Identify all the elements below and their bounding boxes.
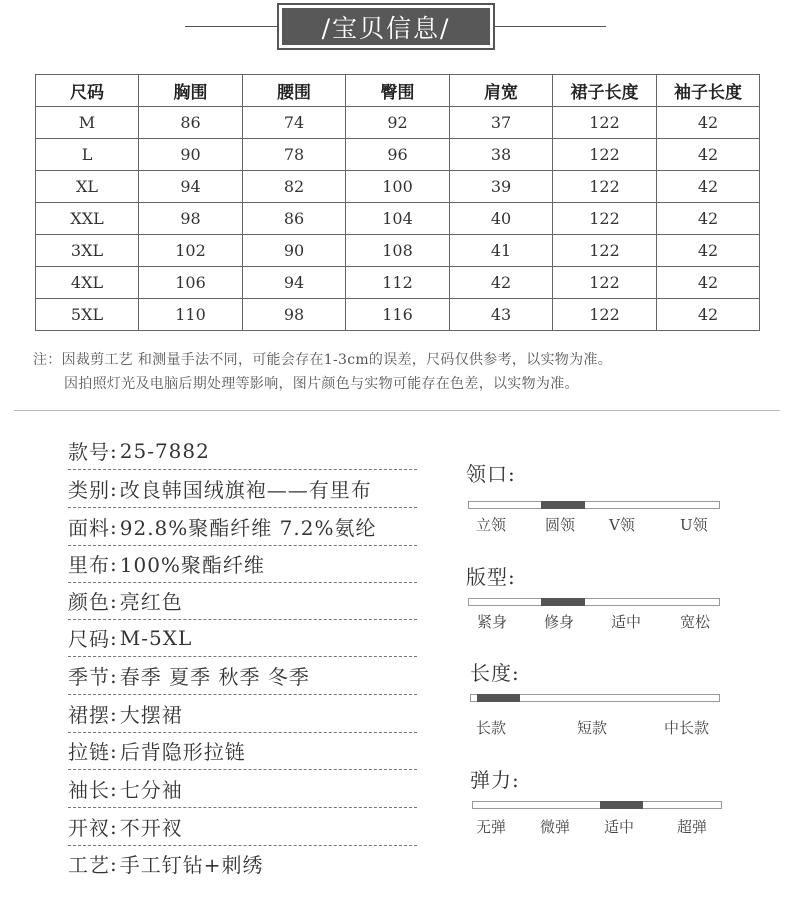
table-cell: 122 [553,203,657,235]
fit-option: 紧身 [477,613,508,631]
table-cell: 112 [346,267,450,299]
table-row [36,203,760,235]
detail-row-lining: 里布 : 100%聚酯纤维 [68,545,417,583]
detail-label: 款号 [68,440,110,464]
detail-label: 颜色 [68,590,110,614]
col-header-size: 尺码 [36,75,139,107]
length-selected-marker [477,694,520,702]
detail-label: 工艺 [68,853,110,877]
table-cell: 100 [346,171,450,203]
table-row [36,299,760,331]
table-cell: 90 [243,235,346,267]
table-cell: 106 [139,267,243,299]
detail-row-zipper: 拉链 : 后背隐形拉链 [68,732,417,770]
table-cell: 94 [139,171,243,203]
table-cell: 94 [243,267,346,299]
table-header-row [36,75,760,107]
detail-row-slit: 开衩 : 不开衩 [68,808,417,846]
table-cell: 42 [657,267,760,299]
fit-title: 版型: [466,565,516,589]
table-cell: 122 [553,267,657,299]
table-row [36,171,760,203]
detail-label: 面料 [68,516,110,540]
detail-label: 季节 [68,665,110,689]
note-line-2: 因拍照灯光及电脑后期处理等影响，图片颜色与实物可能存在色差，以实物为准。 [64,376,579,392]
table-cell: 4XL [36,267,139,299]
detail-label: 开衩 [68,816,110,840]
size-table [35,74,760,331]
detail-label: 尺码 [68,627,110,651]
detail-value: 不开衩 [119,816,183,840]
table-cell: 42 [657,107,760,139]
table-cell: 37 [450,107,553,139]
detail-row-style-no: 款号 : 25-7882 [68,432,417,470]
table-cell: 42 [657,171,760,203]
detail-row-category: 类别 : 改良韩国绒旗袍——有里布 [68,470,417,508]
fit-option: 修身 [544,613,575,631]
detail-label: 里布 [68,553,110,577]
table-cell: M [36,107,139,139]
table-cell: 40 [450,203,553,235]
table-cell: 41 [450,235,553,267]
table-cell: 122 [553,107,657,139]
table-row [36,235,760,267]
table-cell: 42 [657,235,760,267]
table-cell: 5XL [36,299,139,331]
elasticity-option: 适中 [604,818,635,836]
table-cell: 122 [553,171,657,203]
detail-value: M-5XL [119,625,193,650]
col-header-bust: 胸围 [139,75,243,107]
fit-option: 宽松 [680,613,711,631]
collar-scale-bar [468,501,720,509]
table-cell: 108 [346,235,450,267]
title-line-right [495,26,606,27]
table-cell: 86 [243,203,346,235]
page-title: /宝贝信息/ [282,8,490,45]
col-header-waist: 腰围 [243,75,346,107]
detail-row-size: 尺码 : M-5XL [68,619,417,657]
table-cell: 39 [450,171,553,203]
collar-option: U领 [680,516,708,534]
table-cell: 42 [450,267,553,299]
detail-value: 25-7882 [119,438,210,463]
detail-value: 春季 夏季 秋季 冬季 [119,665,310,689]
table-cell: 102 [139,235,243,267]
detail-row-color: 颜色 : 亮红色 [68,582,417,620]
detail-row-craft: 工艺 : 手工钉钻+刺绣 [68,845,417,882]
elasticity-selected-marker [600,801,643,809]
detail-value: 手工钉钻+刺绣 [119,853,264,877]
table-row [36,107,760,139]
detail-row-sleeve: 袖长 : 七分袖 [68,770,417,808]
elasticity-option: 超弹 [677,818,708,836]
elasticity-title: 弹力: [470,768,520,792]
detail-value: 亮红色 [119,590,183,614]
collar-selected-marker [541,501,585,509]
collar-option: 圆领 [545,516,576,534]
collar-option: 立领 [476,516,507,534]
col-header-dress-length: 裙子长度 [553,75,657,107]
col-header-sleeve-length: 袖子长度 [657,75,760,107]
table-row [36,267,760,299]
table-cell: 38 [450,139,553,171]
table-cell: 98 [243,299,346,331]
table-cell: 96 [346,139,450,171]
note-line-1: 注：因裁剪工艺 和测量手法不同，可能会存在1-3cm的误差，尺码仅供参考，以实物为准。 [33,352,613,368]
detail-row-season: 季节 : 春季 夏季 秋季 冬季 [68,657,417,695]
table-cell: 122 [553,235,657,267]
table-cell: 116 [346,299,450,331]
title-line-left [185,26,277,27]
table-cell: 98 [139,203,243,235]
detail-value: 100%聚酯纤维 [119,553,265,577]
table-cell: 110 [139,299,243,331]
fit-selected-marker [541,598,585,606]
length-option: 长款 [476,719,507,737]
length-scale-bar [470,694,720,702]
elasticity-option: 无弹 [476,818,507,836]
length-option: 中长款 [664,719,710,737]
table-cell: 74 [243,107,346,139]
fit-scale-bar [468,598,720,606]
title-banner [277,3,495,50]
detail-row-fabric: 面料 : 92.8%聚酯纤维 7.2%氨纶 [68,508,417,546]
detail-row-hem: 裙摆 : 大摆裙 [68,695,417,733]
table-row [36,139,760,171]
table-cell: 43 [450,299,553,331]
table-cell: 42 [657,299,760,331]
col-header-hip: 臀围 [346,75,450,107]
elasticity-scale-bar [472,801,722,809]
length-title: 长度: [470,661,520,685]
elasticity-option: 微弹 [540,818,571,836]
length-option: 短款 [577,719,608,737]
detail-value: 后背隐形拉链 [119,740,246,764]
table-cell: XXL [36,203,139,235]
detail-value: 大摆裙 [119,703,183,727]
table-cell: 122 [553,139,657,171]
collar-option: V领 [609,516,635,534]
detail-label: 裙摆 [68,703,110,727]
col-header-shoulder: 肩宽 [450,75,553,107]
table-cell: 90 [139,139,243,171]
detail-label: 拉链 [68,740,110,764]
table-cell: 42 [657,139,760,171]
table-cell: 82 [243,171,346,203]
fit-option: 适中 [611,613,642,631]
table-cell: 122 [553,299,657,331]
table-cell: 104 [346,203,450,235]
detail-label: 袖长 [68,778,110,802]
table-cell: 92 [346,107,450,139]
table-cell: 78 [243,139,346,171]
table-cell: 86 [139,107,243,139]
table-cell: XL [36,171,139,203]
table-cell: 42 [657,203,760,235]
section-divider [14,410,780,411]
collar-title: 领口: [466,462,516,486]
detail-label: 类别 [68,478,110,502]
table-cell: 3XL [36,235,139,267]
detail-value: 92.8%聚酯纤维 7.2%氨纶 [119,516,377,540]
detail-value: 七分袖 [119,778,183,802]
detail-value: 改良韩国绒旗袍——有里布 [119,478,372,502]
table-cell: L [36,139,139,171]
